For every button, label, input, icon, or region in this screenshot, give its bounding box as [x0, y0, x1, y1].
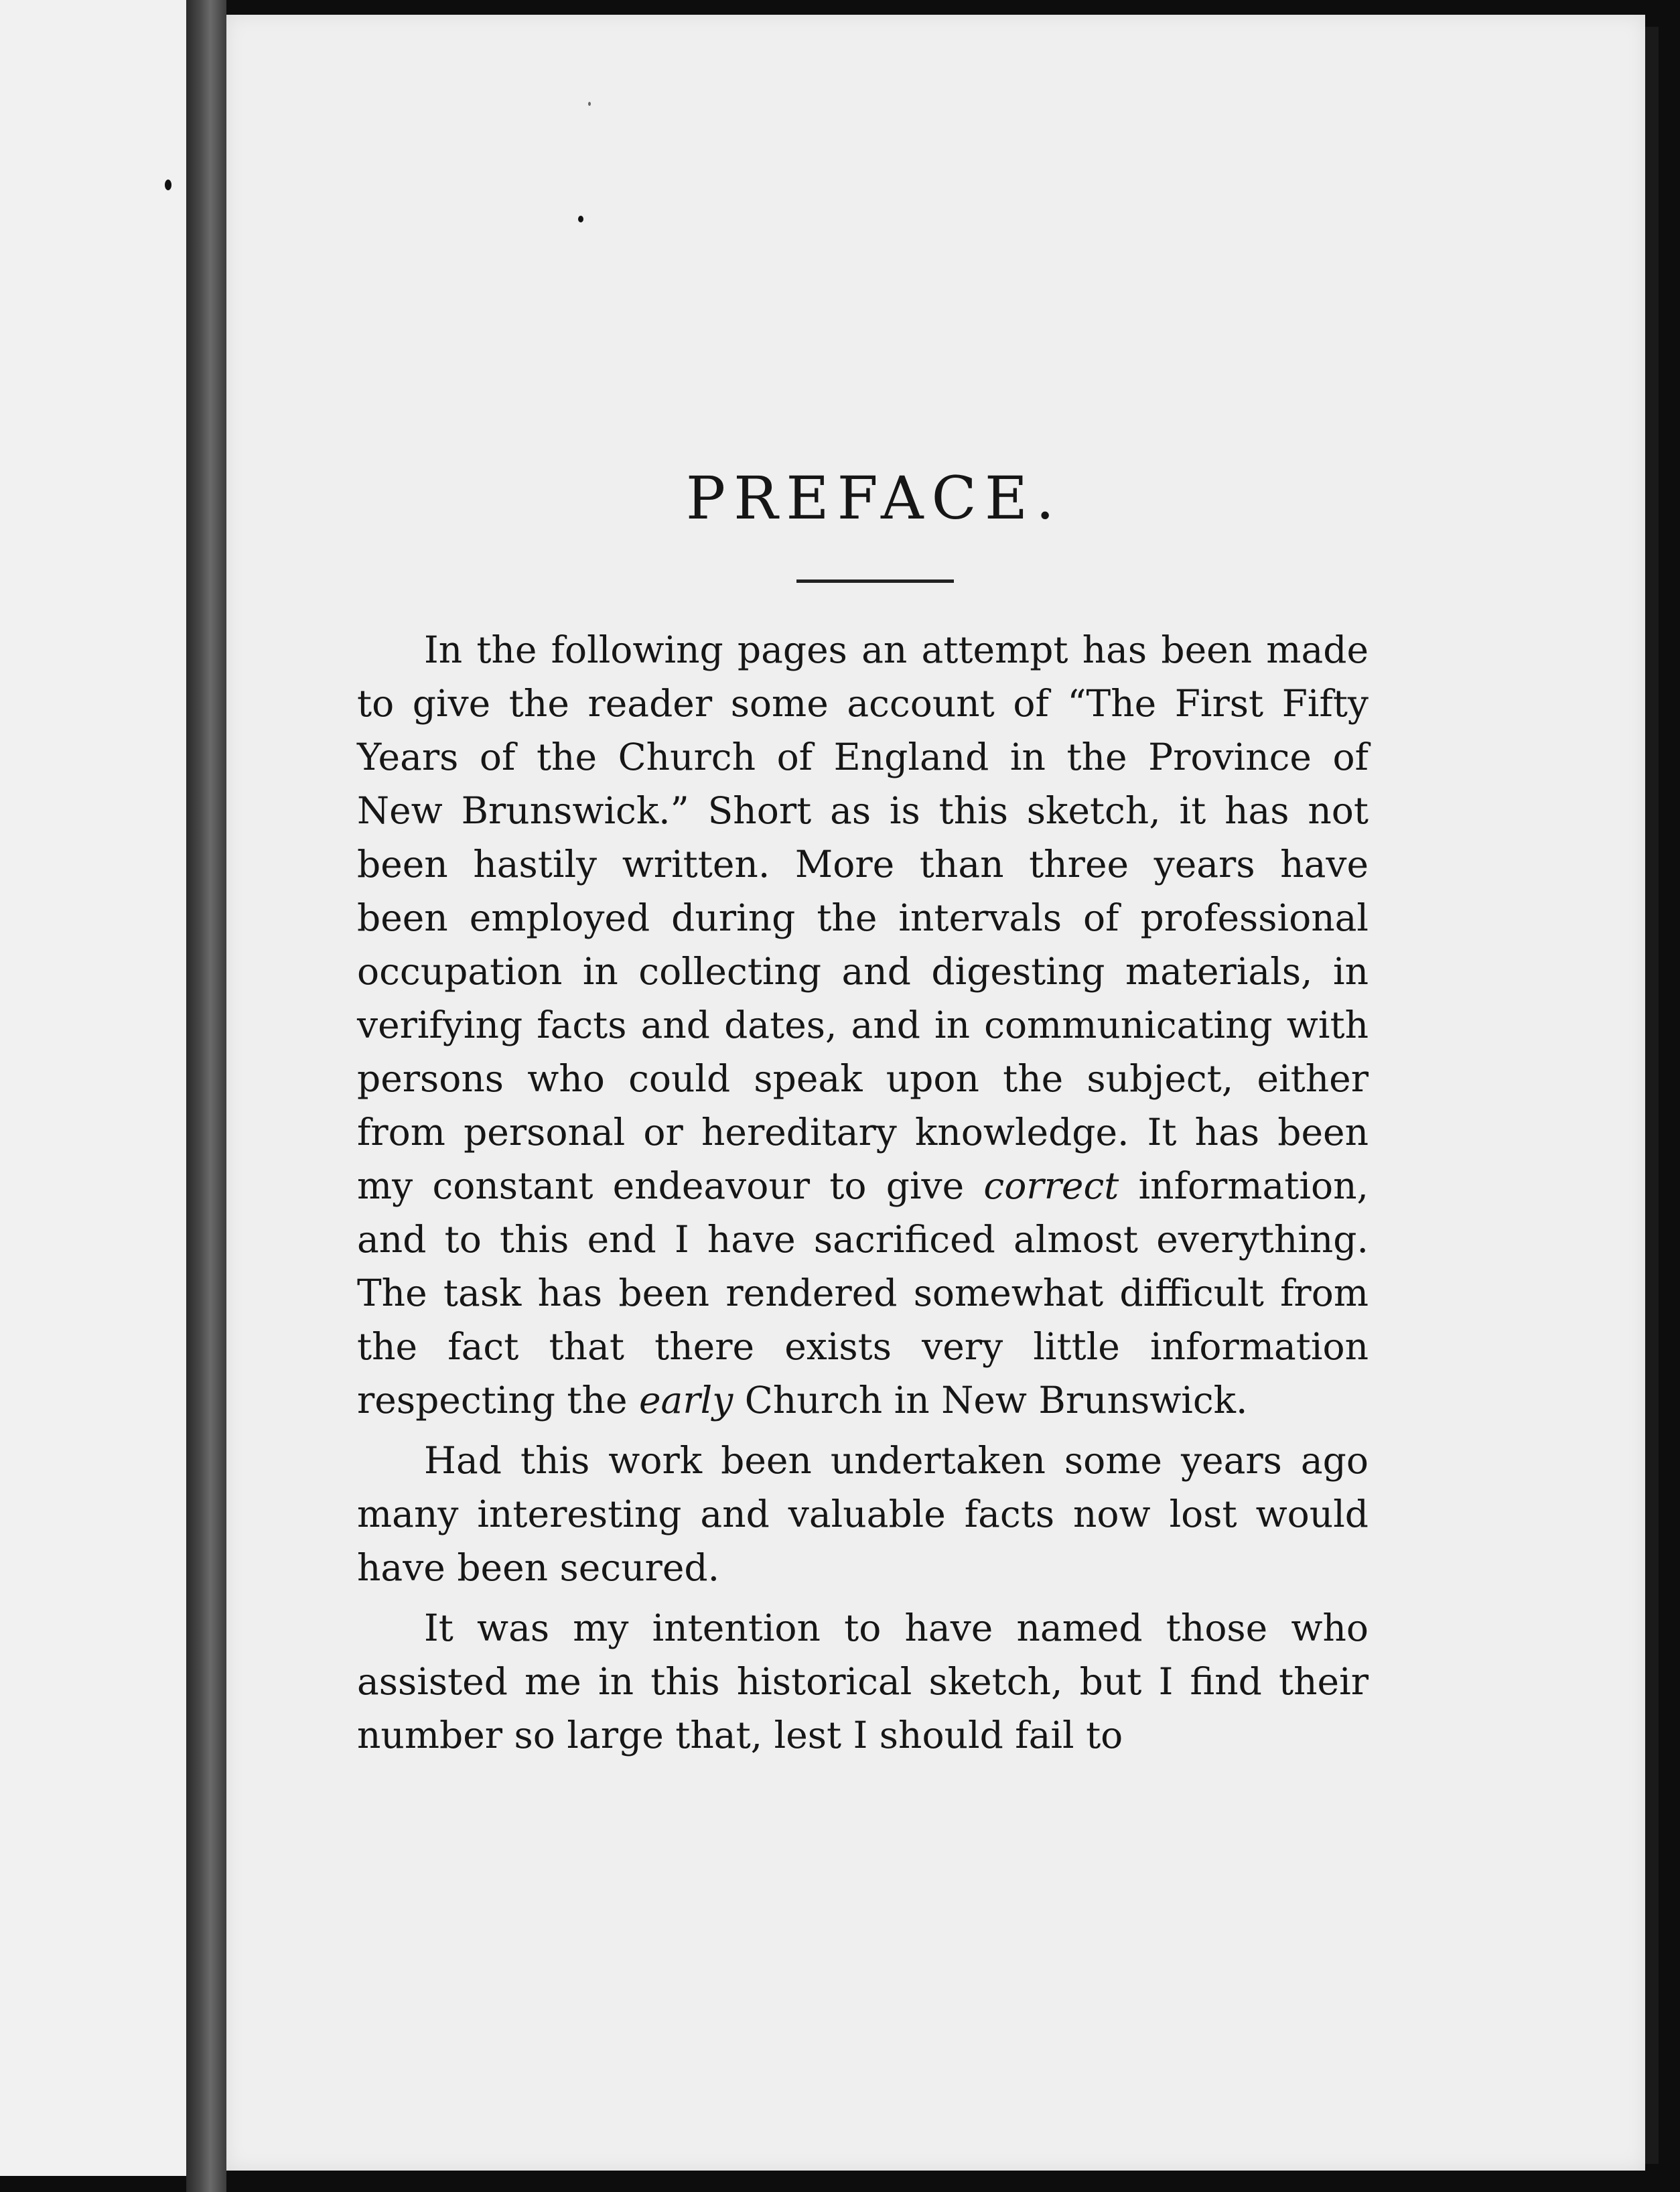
page-title: PREFACE. [685, 464, 1063, 533]
emphasis-early: early [639, 1379, 733, 1422]
paragraph-1-text-a: In the following pages an attempt has been made to give the reader some account of “The First Fifty Years of the Church of England in the Province of New Brunswick.” Short as is this sketch, it has not been hastily written. More than three years have been employed during the intervals of professional occupation in collecting and digesting materials, in verifying facts and dates, and in communicating with persons who could speak upon the subject, either from personal or hereditary knowledge. It has been my constant endeavour to give [357, 628, 1369, 1207]
page-content [357, 464, 1369, 1769]
emphasis-correct: correct [983, 1164, 1119, 1207]
paragraph-3: It was my intention to have named those who assisted me in this historical sketch, but I find their number so large that, lest I should fail to [357, 1606, 1369, 1757]
paragraph-1-text-b: information, and to this end I have sacrificed almost everything. The task has been rendered somewhat difficult from the fact that there exists very little information respecting the [357, 1164, 1369, 1422]
paragraph-1-text-c: Church in New Brunswick. [733, 1379, 1248, 1422]
facing-page [0, 0, 186, 2176]
ink-speck [578, 216, 583, 222]
paragraph-2: Had this work been undertaken some years ago many interesting and valuable facts now lost would have been secured. [357, 1439, 1369, 1589]
page [226, 15, 1645, 2171]
ink-speck [165, 180, 171, 190]
ink-speck [588, 102, 591, 106]
paragraph-1 [357, 623, 1369, 1427]
page-edge [1645, 27, 1659, 2164]
book-gutter [186, 0, 226, 2192]
title-rule [796, 579, 954, 583]
